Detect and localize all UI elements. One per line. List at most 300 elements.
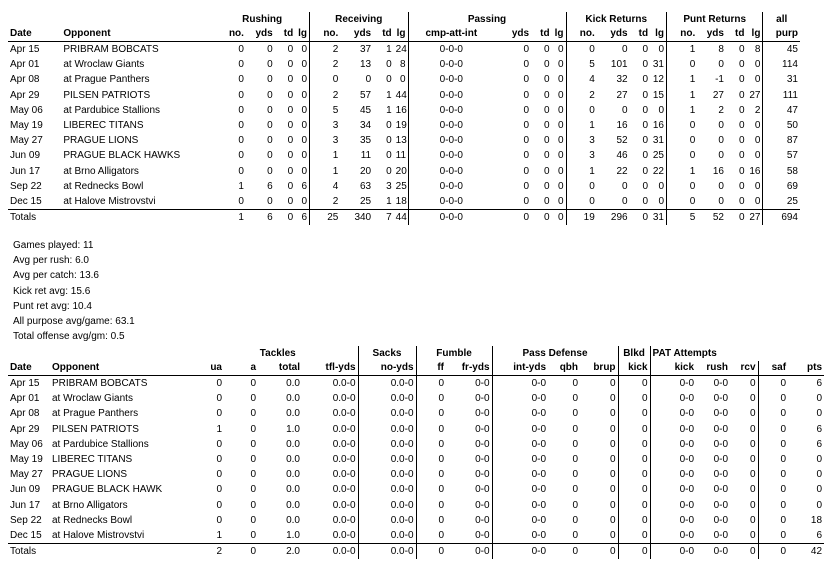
defense-col-header: ff: [416, 361, 446, 376]
stat-cell: 0: [572, 393, 579, 405]
stat-cell: 0: [667, 133, 698, 148]
stat-cell: 0: [386, 135, 392, 147]
stat-cell: 20: [395, 165, 407, 177]
stat-cell: 57: [360, 89, 372, 101]
opponent-name: at Halove Mistrovstvi: [52, 529, 145, 541]
stat-cell: 0-0: [650, 528, 696, 544]
opponent-name: PRIBRAM BOBCATS: [52, 378, 148, 390]
group-pass-defense: Pass Defense: [492, 346, 618, 361]
stat-cell: 0-0: [492, 406, 548, 421]
stat-cell: 6: [816, 378, 823, 390]
stat-cell: 0: [618, 467, 650, 482]
stat-cell: 0-0: [475, 438, 490, 450]
total-cell: 31: [652, 211, 664, 223]
stat-cell: 0: [301, 120, 308, 132]
stat-cell: 1: [310, 148, 341, 163]
stat-cell: 0: [386, 59, 392, 71]
totals-row: [8, 210, 800, 226]
stat-cell: 0: [749, 514, 756, 526]
stat-cell: 0: [642, 150, 649, 162]
stat-cell: 0: [667, 194, 698, 210]
stat-cell: 22: [652, 165, 664, 177]
game-date: Apr 29: [10, 89, 40, 101]
stat-cell: 0: [749, 499, 756, 511]
table-row: [8, 482, 824, 497]
stat-cell: 0: [523, 74, 530, 86]
summary-line: Games played: 11: [13, 240, 94, 251]
stat-cell: 0: [738, 150, 745, 162]
table-row: [8, 467, 824, 482]
stat-cell: 2: [754, 104, 761, 116]
stat-cell: 0-0: [713, 529, 729, 541]
stat-cell: 0.0: [286, 393, 300, 405]
stat-cell: 0: [216, 393, 222, 405]
stat-cell: 0: [544, 44, 550, 56]
stat-cell: 0: [738, 195, 745, 207]
stat-cell: 0: [754, 59, 761, 71]
stat-cell: 0: [250, 423, 256, 435]
stat-cell: 0.0-0: [358, 528, 416, 544]
stat-cell: 8: [718, 44, 724, 56]
stat-cell: 0: [544, 180, 550, 192]
stat-cell: 0: [738, 165, 745, 177]
stat-cell: 0: [566, 42, 597, 58]
defense-col-header: total: [278, 362, 300, 373]
stat-cell: 0: [301, 195, 308, 207]
stat-cell: 0: [749, 438, 756, 450]
stat-cell: 0: [386, 74, 392, 86]
group-blkd: Blkd: [618, 346, 650, 361]
game-date: Sep 22: [10, 514, 42, 526]
stat-cell: 0: [287, 104, 294, 116]
total-cell: 694: [763, 210, 800, 226]
stat-cell: 0-0: [492, 376, 548, 392]
stat-cell: 20: [360, 165, 372, 177]
stat-cell: 0: [758, 467, 788, 482]
defense-stats-table: [8, 346, 824, 559]
stat-cell: 0: [758, 391, 788, 406]
stat-cell: 0: [523, 135, 530, 147]
total-cell: 19: [566, 210, 597, 226]
stat-cell: 19: [395, 120, 407, 132]
stat-cell: 0: [238, 59, 244, 71]
stat-cell: 0: [758, 422, 788, 437]
stat-cell: 0: [738, 180, 745, 192]
stat-cell: 0: [365, 74, 372, 86]
stat-cell: 0: [267, 150, 273, 162]
stat-cell: 0: [544, 74, 550, 86]
stat-cell: 0: [609, 484, 616, 496]
total-cell: 0: [416, 544, 446, 560]
defense-col-header: kick: [618, 361, 650, 376]
stat-cell: 0: [816, 408, 823, 420]
stat-cell: 0: [667, 148, 698, 163]
stat-cell: 0: [557, 135, 564, 147]
stat-cell: 0: [238, 44, 244, 56]
stat-cell: 0: [557, 180, 564, 192]
stat-cell: 0-0-0: [408, 148, 494, 163]
stat-cell: 31: [652, 59, 664, 71]
stat-cell: 0.0-0: [358, 391, 416, 406]
stat-cell: 0: [618, 482, 650, 497]
offense-col-header: purp: [763, 27, 800, 42]
stat-cell: 0: [754, 135, 761, 147]
stat-cell: 0: [250, 408, 256, 420]
opponent-name: PRAGUE LIONS: [63, 135, 139, 147]
totals-label: Totals: [10, 545, 37, 557]
defense-col-header: saf: [758, 361, 788, 376]
stat-cell: 0: [572, 484, 579, 496]
group-sacks: Sacks: [358, 346, 416, 361]
stat-cell: 2: [310, 57, 341, 72]
summary-line: Avg per rush: 6.0: [13, 255, 89, 267]
stat-cell: 50: [763, 118, 800, 133]
stat-cell: 0: [642, 120, 649, 132]
stat-cell: 0: [416, 422, 446, 437]
stat-cell: 0: [523, 104, 530, 116]
stat-cell: 16: [652, 120, 664, 132]
game-date: Apr 29: [10, 423, 40, 435]
stat-cell: 0-0: [475, 378, 490, 390]
group-punt-returns: Punt Returns: [667, 12, 763, 27]
stat-cell: 0: [642, 59, 649, 71]
stat-cell: 0: [557, 59, 564, 71]
stat-cell: 0: [618, 513, 650, 528]
total-cell: 0: [523, 211, 530, 223]
offense-col-header: lg: [751, 28, 761, 39]
total-cell: 0: [572, 545, 579, 557]
stat-cell: 13: [360, 59, 372, 71]
stat-cell: 22: [616, 165, 628, 177]
stat-cell: 11: [360, 150, 372, 162]
stat-cell: 0: [572, 514, 579, 526]
summary-line: Kick ret avg: 15.6: [13, 285, 91, 297]
stat-cell: 0-0-0: [408, 42, 494, 58]
summary-line: Total offense avg/gm: 0.5: [13, 331, 125, 343]
stat-cell: 0-0: [650, 452, 696, 467]
stat-cell: 0: [287, 195, 294, 207]
stat-cell: 0: [523, 165, 530, 177]
stat-cell: 0: [301, 165, 308, 177]
stat-cell: 63: [360, 180, 372, 192]
stat-cell: 0-0: [650, 406, 696, 421]
game-date: Dec 15: [10, 529, 42, 541]
stat-cell: 1: [238, 180, 244, 192]
stat-cell: 0: [544, 89, 550, 101]
totals-row: [8, 544, 824, 560]
stat-cell: 0: [718, 150, 724, 162]
game-date: Jun 17: [10, 499, 41, 511]
stat-cell: 2: [310, 194, 341, 210]
stat-cell: 0: [642, 195, 649, 207]
stat-cell: 0-0-0: [408, 133, 494, 148]
stat-cell: 0: [301, 150, 308, 162]
offense-col-header: td: [540, 28, 550, 39]
total-cell: 0: [544, 211, 550, 223]
total-cell: 0: [642, 211, 649, 223]
stat-cell: 0: [250, 514, 256, 526]
stat-cell: 0: [557, 120, 564, 132]
table-row: [8, 148, 800, 163]
stat-cell: 0: [523, 150, 530, 162]
stat-cell: 0: [557, 89, 564, 101]
stat-cell: 1: [216, 529, 222, 541]
game-date: Apr 01: [10, 59, 40, 71]
stat-cell: 0: [667, 179, 698, 194]
stat-cell: 0: [557, 74, 564, 86]
opponent-name: at Rednecks Bowl: [52, 514, 133, 526]
stat-cell: 1: [566, 118, 597, 133]
opponent-name: at Rednecks Bowl: [63, 180, 144, 192]
stat-cell: 0.0-0: [332, 529, 356, 541]
stat-cell: 0: [523, 180, 530, 192]
stat-cell: 0.0-0: [332, 423, 356, 435]
opponent-name: at Halove Mistrovstvi: [63, 195, 156, 207]
stat-cell: 114: [763, 57, 800, 72]
stat-cell: 0: [609, 423, 616, 435]
stat-cell: 0: [416, 528, 446, 544]
stat-cell: 0: [816, 484, 823, 496]
table-row: [8, 498, 824, 513]
stat-cell: 0: [238, 74, 244, 86]
stat-cell: 32: [616, 74, 628, 86]
stat-cell: 3: [310, 118, 341, 133]
game-date: Apr 15: [10, 44, 40, 56]
stat-cell: 44: [395, 89, 407, 101]
stat-cell: 1.0: [286, 423, 300, 435]
offense-col-header: no.: [566, 27, 597, 42]
stat-cell: 0: [287, 135, 294, 147]
stat-cell: 0-0-0: [408, 194, 494, 210]
total-cell: 2.0: [286, 545, 300, 557]
stat-cell: 45: [360, 104, 372, 116]
stat-cell: 0-0: [650, 482, 696, 497]
defense-col-header: pts: [807, 362, 823, 373]
stat-cell: 0: [618, 376, 650, 392]
stat-cell: 0: [386, 120, 392, 132]
stat-cell: 0: [566, 194, 597, 210]
stat-cell: 0: [622, 44, 628, 56]
stat-cell: 0: [416, 437, 446, 452]
opponent-name: PRAGUE BLACK HAWK: [52, 484, 163, 496]
stat-cell: 57: [763, 148, 800, 163]
stat-cell: 25: [395, 180, 407, 192]
stat-cell: 0: [544, 135, 550, 147]
stat-cell: 0: [609, 454, 616, 466]
table-row: [8, 406, 824, 421]
table-row: [8, 194, 800, 210]
stat-cell: 1: [667, 88, 698, 103]
stat-cell: 0.0-0: [358, 437, 416, 452]
table-row: [8, 422, 824, 437]
stat-cell: 0: [386, 165, 392, 177]
stat-cell: 0: [216, 484, 222, 496]
stat-cell: 1: [667, 103, 698, 118]
stat-cell: 6: [816, 438, 823, 450]
stat-cell: 0-0: [650, 513, 696, 528]
stat-cell: 0-0: [475, 408, 490, 420]
stat-cell: 0: [267, 104, 273, 116]
summary-line: Punt ret avg: 10.4: [13, 300, 92, 312]
game-date: May 19: [10, 454, 43, 466]
stat-cell: 0: [738, 59, 745, 71]
stat-cell: 0: [718, 195, 724, 207]
offense-col-header: td: [382, 28, 392, 39]
stat-cell: 0: [738, 120, 745, 132]
stat-cell: 0: [250, 454, 256, 466]
stat-cell: 0: [754, 120, 761, 132]
stat-cell: 0-0: [492, 391, 548, 406]
stat-cell: 0: [566, 179, 597, 194]
stat-cell: 1: [386, 104, 392, 116]
stat-cell: 0: [816, 393, 823, 405]
stat-cell: 0: [523, 89, 530, 101]
stat-cell: 0: [642, 165, 649, 177]
stat-cell: 0-0: [713, 454, 729, 466]
stat-cell: 0: [642, 135, 649, 147]
group-rushing: Rushing: [242, 14, 283, 25]
stat-cell: 0: [416, 467, 446, 482]
stat-cell: 1: [386, 44, 392, 56]
stat-cell: 0: [523, 120, 530, 132]
stat-cell: 0: [416, 452, 446, 467]
game-date: Apr 08: [10, 408, 40, 420]
stat-cell: 0: [267, 165, 273, 177]
stat-cell: 3: [386, 180, 392, 192]
total-cell: 52: [712, 211, 724, 223]
stat-cell: 0: [416, 391, 446, 406]
stat-cell: 0: [250, 499, 256, 511]
stat-cell: 0: [754, 74, 761, 86]
stat-cell: 0: [267, 59, 273, 71]
stat-cell: 0: [267, 195, 273, 207]
stat-cell: 0: [738, 135, 745, 147]
stat-cell: 0-0: [492, 422, 548, 437]
total-cell: 27: [749, 211, 761, 223]
stat-cell: 0-0: [713, 378, 729, 390]
total-cell: 6: [301, 211, 308, 223]
stat-cell: 0-0: [492, 437, 548, 452]
offense-col-header: td: [735, 28, 745, 39]
stat-cell: 2: [718, 104, 724, 116]
stat-cell: 0: [267, 74, 273, 86]
total-cell: 44: [395, 211, 407, 223]
stat-cell: 0-0: [650, 422, 696, 437]
total-cell: 0.0-0: [358, 544, 416, 560]
total-cell: 0-0: [713, 545, 729, 557]
stat-cell: 37: [360, 44, 372, 56]
table-row: [8, 391, 824, 406]
stat-cell: 0: [749, 469, 756, 481]
stat-cell: 0.0-0: [332, 378, 356, 390]
stat-cell: 25: [652, 150, 664, 162]
table-row: [8, 437, 824, 452]
stat-cell: 0: [572, 408, 579, 420]
stat-cell: 0.0: [286, 499, 300, 511]
summary-line: All purpose avg/game: 63.1: [13, 315, 135, 327]
stat-cell: 0: [301, 59, 308, 71]
offense-col-header: no.: [310, 27, 341, 42]
stat-cell: 0: [667, 57, 698, 72]
stat-cell: 0: [816, 499, 823, 511]
stat-cell: 35: [360, 135, 372, 147]
stat-cell: 0: [758, 452, 788, 467]
stat-cell: 0: [572, 499, 579, 511]
stat-cell: 0.0: [286, 378, 300, 390]
stat-cell: 0: [287, 59, 294, 71]
stat-cell: 0: [658, 44, 664, 56]
stat-cell: 18: [810, 514, 823, 526]
total-cell: 7: [386, 211, 392, 223]
stat-cell: 0-0: [713, 499, 729, 511]
defense-col-header: Opponent: [52, 362, 100, 373]
stat-cell: 0: [622, 195, 628, 207]
stat-cell: 1: [566, 164, 597, 179]
stat-cell: 0.0-0: [358, 406, 416, 421]
stat-cell: 27: [712, 89, 724, 101]
stat-cell: 0.0-0: [332, 393, 356, 405]
stat-cell: 0: [287, 44, 294, 56]
stat-cell: 0: [642, 74, 649, 86]
total-cell: 6: [267, 211, 273, 223]
stat-cell: 0: [216, 438, 222, 450]
defense-col-header: tfl-yds: [325, 362, 356, 373]
stat-cell: 0: [758, 376, 788, 392]
stat-cell: 0: [544, 150, 550, 162]
opponent-name: at Pardubice Stallions: [52, 438, 149, 450]
season-summary: [13, 238, 135, 344]
stat-cell: 0: [758, 528, 788, 544]
stat-cell: 1: [667, 164, 698, 179]
stat-cell: 0-0: [650, 376, 696, 392]
table-row: [8, 72, 800, 87]
stat-cell: 0-0: [650, 437, 696, 452]
stat-cell: 0: [738, 44, 745, 56]
game-date: Apr 15: [10, 378, 40, 390]
stat-cell: 11: [395, 150, 407, 162]
stat-cell: 0.0-0: [332, 484, 356, 496]
group-pat-attempts: PAT Attempts: [650, 346, 758, 361]
total-cell: 0: [738, 211, 745, 223]
stat-cell: 16: [395, 104, 407, 116]
opponent-name: LIBEREC TITANS: [63, 120, 144, 132]
stat-cell: 0.0-0: [332, 438, 356, 450]
stat-cell: 0: [544, 195, 550, 207]
stat-cell: 0-0: [475, 423, 490, 435]
stat-cell: 31: [763, 72, 800, 87]
stat-cell: 8: [754, 44, 761, 56]
defense-col-header: a: [250, 362, 256, 373]
offense-col-header: yds: [706, 28, 724, 39]
stat-cell: 0: [267, 89, 273, 101]
stat-cell: 0: [658, 104, 664, 116]
stat-cell: 0: [216, 408, 222, 420]
game-date: May 19: [10, 120, 43, 132]
stat-cell: 0: [557, 150, 564, 162]
stat-cell: 0: [287, 150, 294, 162]
total-cell: 0: [758, 544, 788, 560]
stat-cell: 0: [250, 438, 256, 450]
stat-cell: 0-0: [713, 423, 729, 435]
stat-cell: 0.0: [286, 438, 300, 450]
stat-cell: 0: [301, 44, 308, 56]
stat-cell: 1: [386, 89, 392, 101]
stat-cell: 0: [250, 529, 256, 541]
stat-cell: 0-0: [492, 482, 548, 497]
stat-cell: 0: [238, 104, 244, 116]
defense-col-header: no-yds: [358, 361, 416, 376]
stat-cell: 0.0: [286, 514, 300, 526]
